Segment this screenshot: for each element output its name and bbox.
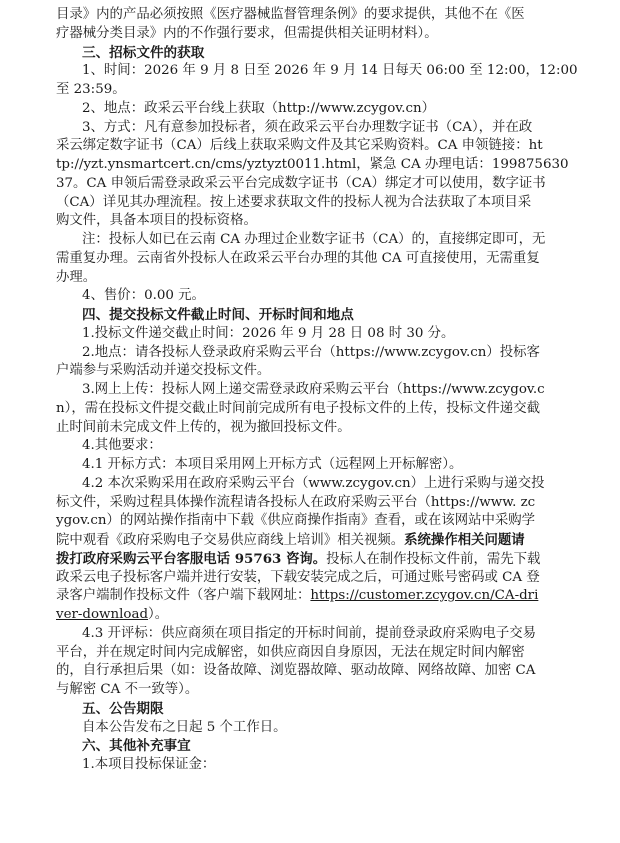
text-line: 2.地点：请各投标人登录政府采购云平台（https://www.zcygov.cn）投标客	[82, 344, 540, 360]
text-line: 至 23:59。	[56, 82, 126, 97]
text-line: 需重复办理。云南省外投标人在政采云平台办理的其他 CA 可直接使用，无需重复	[56, 250, 540, 266]
text-line: 平台，并在规定时间内完成解密，如供应商因自身原因，无法在规定时间内解密	[56, 644, 525, 660]
text-line: 的，自行承担后果（如：设备故障、浏览器故障、驱动故障、网络故障、加密 CA	[56, 663, 536, 679]
text-line: 政采云电子投标客户端并进行安装，下载安装完成之后，可通过账号密码或 CA 登	[56, 569, 540, 585]
text-line: 4.其他要求：	[82, 438, 162, 454]
text-line	[56, 587, 538, 605]
text-line: 购文件，具备本项目的投标资格。	[56, 213, 257, 229]
section-heading: 三、招标文件的获取	[82, 44, 205, 61]
text-segment: 录客户端制作投标文件（客户端下载网址：	[56, 588, 311, 604]
download-link[interactable]: https://customer.zcygov.cn/CA-dri	[310, 588, 539, 604]
text-line: 办理。	[56, 269, 97, 285]
text-line: （CA）详见其办理流程。按上述要求获取文件的投标人视为合法获取了本项目采	[56, 194, 532, 210]
text-line: 标文件，采购过程具体操作流程请各投标人在政府采购云平台（https://www. zc	[56, 494, 536, 510]
text-line: 4.1 开标方式：本项目采用网上开标方式（远程网上开标解密）。	[82, 457, 463, 472]
text-line: 3、方式：凡有意参加投标者，须在政采云平台办理数字证书（CA），并在政	[82, 119, 533, 135]
bold-text: 拨打政府采购云平台客服电话 95763 咨询。	[56, 550, 327, 567]
text-line: n），需在投标文件提交截止时间前完成所有电子投标文件的上传，投标文件递交截	[56, 400, 540, 416]
text-line: 与解密 CA 不一致等）。	[56, 682, 199, 697]
text-line: 37。CA 申领后需登录政采云平台完成数字证书（CA）绑定才可以使用，数字证书	[56, 175, 546, 191]
text-line: 1.本项目投标保证金：	[82, 757, 216, 772]
text-line: 2、地点：政采云平台线上获取（http://www.zcygov.cn）	[82, 100, 436, 116]
text-line: ygov.cn）的网站操作指南中下载《供应商操作指南》查看，或在该网站中采购学	[56, 513, 536, 529]
text-line: 户端参与采购活动并递交投标文件。	[56, 363, 271, 379]
text-segment: 院中观看《政府采购电子交易供应商线上培训》相关视频。	[56, 533, 405, 548]
section-heading: 六、其他补充事宜	[82, 738, 191, 755]
text-line: 注：投标人如已在云南 CA 办理过企业数字证书（CA）的，直接绑定即可，无	[82, 232, 546, 247]
text-line: tp://yzt.ynsmartcert.cn/cms/yztyzt0011.html，紧急 CA 办理电话：199875630	[56, 157, 569, 172]
text-line: 自本公告发布之日起 5 个工作日。	[82, 719, 287, 735]
text-segment: ）。	[148, 607, 169, 622]
text-segment: 投标人在制作投标文件前，需先下载	[326, 551, 541, 567]
text-line: 4.3 开评标：供应商须在项目指定的开标时间前，提前登录政府采购电子交易	[82, 625, 537, 641]
text-line: 采云绑定数字证书（CA）后线上获取采购文件及其它采购资料。CA 申领链接：ht	[56, 138, 543, 154]
text-line: 3.网上上传：投标人网上递交需登录政府采购云平台（https://www.zcygov.c	[82, 382, 545, 397]
text-line: 1.投标文件递交截止时间：2026 年 9 月 28 日 08 时 30 分。	[82, 325, 455, 341]
text-line: 疗器械分类目录》内的不作强行要求，但需提供相关证明材料）。	[56, 25, 438, 41]
text-line: 目录》内的产品必须按照《医疗器械监督管理条例》的要求提供，其他不在《医	[56, 7, 525, 22]
text-line: 4.2 本次采购采用在政府采购云平台（www.zcygov.cn）上进行采购与递交投	[82, 475, 545, 491]
text-line	[56, 550, 540, 569]
section-heading: 四、提交投标文件截止时间、开标时间和地点	[82, 307, 354, 323]
bold-text: 系统操作相关问题请	[404, 532, 525, 548]
download-link[interactable]: ver-download	[56, 607, 149, 622]
text-line: 4、售价：0.00 元。	[82, 288, 205, 304]
text-line	[56, 531, 525, 550]
section-heading: 五、公告期限	[82, 700, 164, 717]
text-line: 止时间前未完成文件上传的，视为撤回投标文件。	[56, 419, 351, 435]
text-line	[56, 606, 168, 624]
text-line: 1、时间：2026 年 9 月 8 日至 2026 年 9 月 14 日每天 06:00 至 12:00，12:00	[82, 63, 578, 79]
